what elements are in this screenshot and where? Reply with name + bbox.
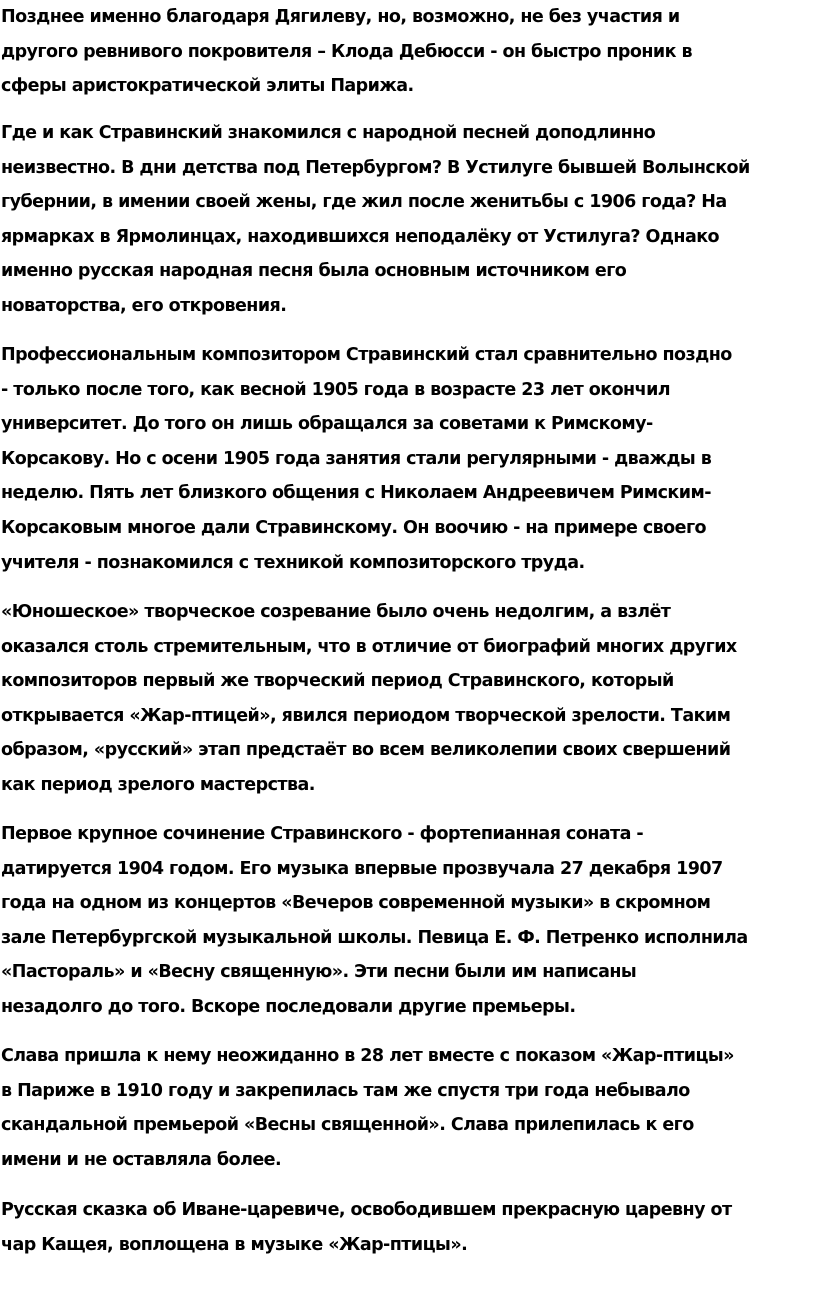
text-line: Корсаковым многое дали Стравинскому. Он воочию - на примере своего bbox=[1, 517, 707, 538]
text-line: Слава пришла к нему неожиданно в 28 лет вместе с показом «Жар-птицы» bbox=[1, 1046, 734, 1066]
text-line: «Пастораль» и «Весну священную». Эти песни были им написаны bbox=[1, 962, 637, 983]
paragraph-fame bbox=[0, 1039, 816, 1177]
text-line: оказался столь стремительным, что в отличие от биографий многих других bbox=[1, 636, 737, 657]
text-line: новаторства, его откровения. bbox=[1, 295, 287, 316]
text-line: открывается «Жар-птицей», явился периодом творческой зрелости. Таким bbox=[1, 705, 731, 726]
text-line: зале Петербургской музыкальной школы. Певица Е. Ф. Петренко исполнила bbox=[1, 927, 748, 948]
text-line: датируется 1904 годом. Его музыка впервые прозвучала 27 декабря 1907 bbox=[1, 858, 723, 879]
text-line: другого ревнивого покровителя – Клода Дебюсси - он быстро проник в bbox=[1, 41, 693, 62]
text-line: Первое крупное сочинение Стравинского - фортепианная соната - bbox=[1, 824, 644, 844]
text-line: Где и как Стравинский знакомился с народной песней доподлинно bbox=[1, 123, 656, 143]
text-line: скандальной премьерой «Весны священной». Слава прилепилась к его bbox=[1, 1115, 694, 1136]
text-line: Профессиональным композитором Стравинский стал сравнительно поздно bbox=[1, 345, 732, 365]
text-line: в Париже в 1910 году и закрепилась там же спустя три года небывало bbox=[1, 1080, 690, 1101]
text-line: учителя - познакомился с техникой композиторского труда. bbox=[1, 552, 585, 573]
text-line: Корсакову. Но с осени 1905 года занятия стали регулярными - дважды в bbox=[1, 448, 712, 469]
text-line: как период зрелого мастерства. bbox=[1, 774, 315, 795]
text-line: «Юношеское» творческое созревание было очень недолгим, а взлёт bbox=[1, 602, 671, 622]
paragraph-first-work bbox=[0, 817, 816, 1025]
paragraph-youthful-maturation bbox=[0, 595, 816, 803]
text-line: образом, «русский» этап предстаёт во всем великолепии своих свершений bbox=[1, 740, 731, 761]
text-line: губернии, в имении своей жены, где жил после женитьбы с 1906 года? На bbox=[1, 192, 727, 213]
text-line: имени и не оставляла более. bbox=[1, 1149, 282, 1170]
paragraph-diaghilev bbox=[0, 0, 816, 104]
text-line: сферы аристократической элиты Парижа. bbox=[1, 76, 414, 97]
text-line: композиторов первый же творческий период Стравинского, который bbox=[1, 671, 674, 692]
paragraph-firebird-tale bbox=[0, 1193, 816, 1262]
paragraph-professional-composer bbox=[0, 338, 816, 580]
text-line: Русская сказка об Иване-царевиче, освободившем прекрасную царевну от bbox=[1, 1200, 732, 1220]
text-line: незадолго до того. Вскоре последовали другие премьеры. bbox=[1, 996, 576, 1017]
text-line: года на одном из концертов «Вечеров современной музыки» в скромном bbox=[1, 893, 711, 914]
text-line: - только после того, как весной 1905 года в возрасте 23 лет окончил bbox=[1, 379, 671, 400]
text-line: ярмарках в Ярмолинцах, находившихся неподалёку от Устилуга? Однако bbox=[1, 226, 720, 247]
text-line: Позднее именно благодаря Дягилеву, но, возможно, не без участия и bbox=[1, 7, 680, 27]
paragraph-folk-song bbox=[0, 116, 816, 324]
text-line: неделю. Пять лет близкого общения с Николаем Андреевичем Римским- bbox=[1, 483, 711, 504]
text-line: именно русская народная песня была основным источником его bbox=[1, 261, 627, 282]
text-line: университет. До того он лишь обращался за советами к Римскому- bbox=[1, 414, 653, 435]
text-line: чар Кащея, воплощена в музыке «Жар-птицы». bbox=[1, 1234, 468, 1255]
text-line: неизвестно. В дни детства под Петербургом? В Устилуге бывшей Волынской bbox=[1, 157, 750, 178]
